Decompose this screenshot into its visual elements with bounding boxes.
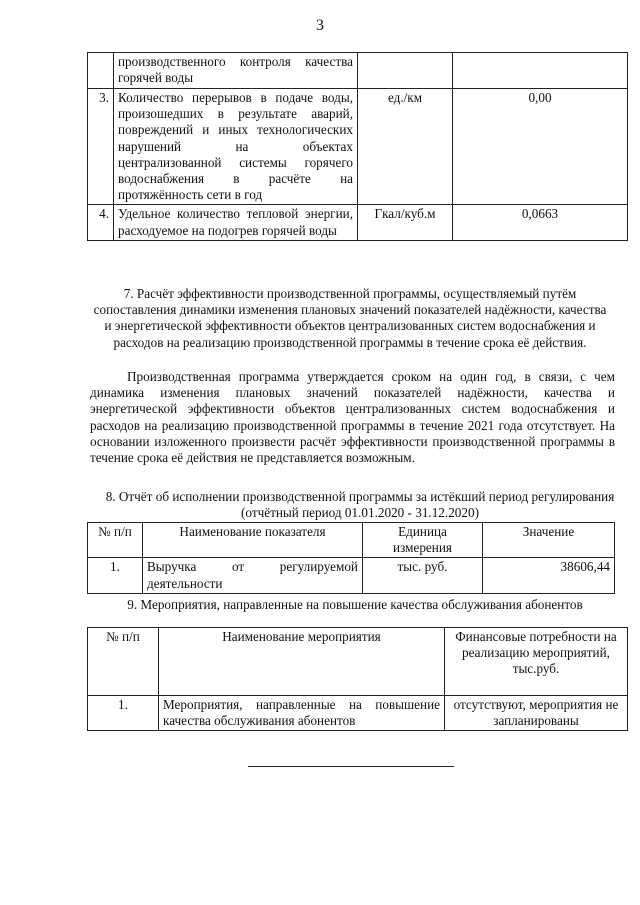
program-report-table <box>87 522 615 594</box>
column-header-num: № п/п <box>88 523 143 558</box>
section-7-paragraph: Производственная программа утверждается сроком на один год, в связи, с чем динамика изменения плановых значений показателей надёжности, качества и энергетической эффективности объектов централизованных систем водоснабжения и расходов на реализацию производственной программы в течение 2021 года отсутствует. На основании изложенного произвести расчёт эффективности производственной программы в течение срока её действия не представляется возможным. <box>90 369 615 466</box>
indicator-name: производственного контроля качества горячей воды <box>114 53 358 89</box>
section-9-heading: 9. Мероприятия, направленные на повышение качества обслуживания абонентов <box>127 597 583 612</box>
indicator-unit <box>358 53 453 89</box>
indicator-value: 0,0663 <box>453 205 628 240</box>
indicator-value: 0,00 <box>453 89 628 205</box>
row-number: 1. <box>88 696 159 731</box>
row-number: 1. <box>88 558 143 593</box>
table-row <box>88 696 628 731</box>
column-header-name: Наименование показателя <box>143 523 363 558</box>
indicator-value: 38606,44 <box>483 558 615 593</box>
indicator-unit: тыс. руб. <box>363 558 483 593</box>
quality-indicators-table <box>87 52 628 241</box>
table-header-row <box>88 523 615 558</box>
table-row <box>88 205 628 240</box>
indicator-name: Выручка от регулируемой деятельности <box>143 558 363 593</box>
indicator-unit: Гкал/куб.м <box>358 205 453 240</box>
row-number: 3. <box>88 89 114 205</box>
measure-name: Мероприятия, направленные на повышение качества обслуживания абонентов <box>159 696 445 731</box>
indicator-name: Удельное количество тепловой энергии, расходуемое на подогрев горячей воды <box>114 205 358 240</box>
row-number: 4. <box>88 205 114 240</box>
column-header-unit: Единица измерения <box>363 523 483 558</box>
table-row <box>88 558 615 593</box>
column-header-finance: Финансовые потребности на реализацию мероприятий, тыс.руб. <box>445 628 628 696</box>
row-number <box>88 53 114 89</box>
column-header-value: Значение <box>483 523 615 558</box>
section-7-heading: 7. Расчёт эффективности производственной программы, осуществляемый путём сопоставления динамики изменения плановых значений показателей надёжности, качества и энергетической эффективности объектов централизованных систем водоснабжения и расходов на реализацию производственной программы в течение срока её действия. <box>93 286 607 350</box>
indicator-unit: ед./км <box>358 89 453 205</box>
indicator-value <box>453 53 628 89</box>
service-measures-table <box>87 627 628 731</box>
table-row <box>88 89 628 205</box>
table-header-row <box>88 628 628 696</box>
column-header-num: № п/п <box>88 628 159 696</box>
indicator-name: Количество перерывов в подаче воды, произошедших в результате аварий, повреждений и иных технологических нарушений на объектах централизованной системы горячего водоснабжения в расчёте на протяжённость сети в год <box>114 89 358 205</box>
divider-line <box>248 766 454 767</box>
section-8-heading: 8. Отчёт об исполнении производственной программы за истёкший период регулирования (отчётный период 01.01.2020 - 31.12.2020) <box>105 489 615 521</box>
page-number: 3 <box>316 17 324 34</box>
column-header-name: Наименование мероприятия <box>159 628 445 696</box>
table-row <box>88 53 628 89</box>
measure-finance: отсутствуют, мероприятия не запланированы <box>445 696 628 731</box>
